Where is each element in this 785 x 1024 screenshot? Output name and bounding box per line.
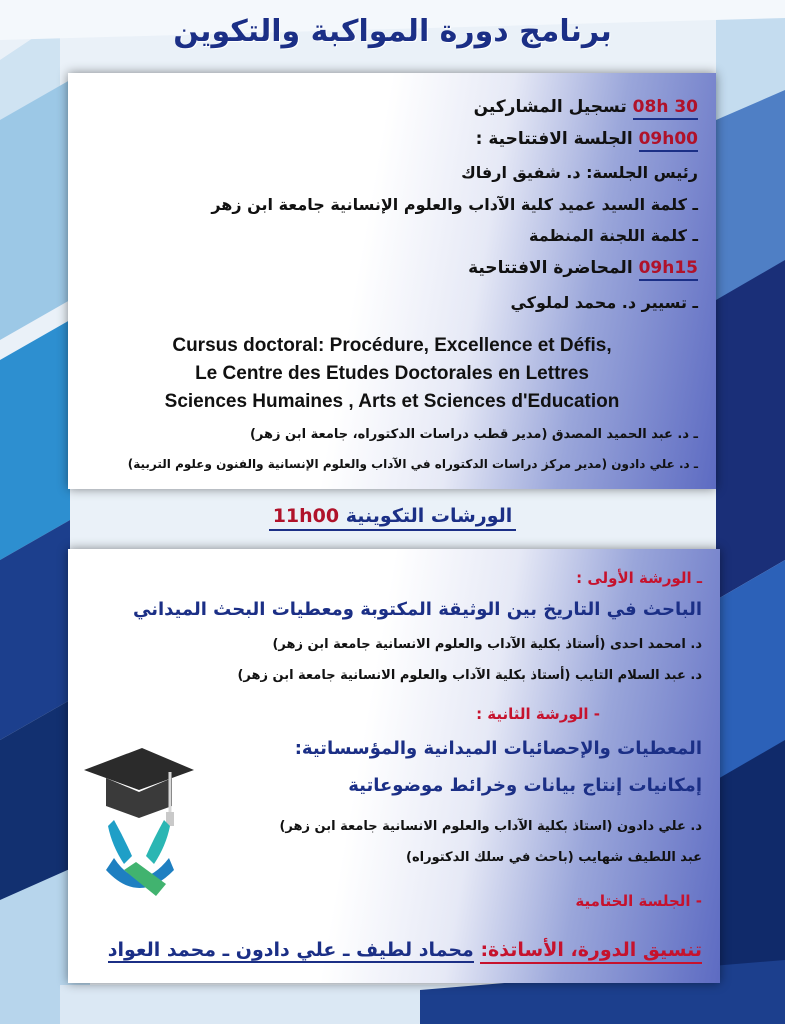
lecture-time: 09h15 (639, 258, 698, 281)
speaker-1: ـ د. عبد الحميد المصدق (مدير قطب دراسات الدكتوراه، جامعة ابن زهر) (249, 427, 698, 442)
workshop-2-label: - الورشة الثانية : (476, 705, 600, 723)
graduation-cap-hands-logo (84, 746, 194, 896)
registration-time: 08h 30 (633, 97, 698, 120)
workshops-banner (0, 505, 785, 527)
lecture-label: المحاضرة الافتتاحية (468, 258, 633, 278)
dean-speech: ـ كلمة السيد عميد كلية الآداب والعلوم الإنسانية جامعة ابن زهر (211, 195, 698, 214)
workshop-1-speaker-1: د. امحمد احدى (أستاذ بكلية الآداب والعلوم الانسانية جامعة ابن زهر) (272, 637, 702, 652)
coordination-line (108, 939, 702, 961)
workshop-2-speaker-2: عبد اللطيف شهايب (باحث في سلك الدكتوراه) (406, 850, 702, 865)
workshop-1-title: الباحث في التاريخ بين الوثيقة المكتوبة ومعطيات البحث الميداني (133, 599, 702, 620)
speaker-2: ـ د. علي دادون (مدير مركز دراسات الدكتوراه في الآداب والعلوم الإنسانية والفنون وعلوم التربية) (127, 457, 698, 471)
opening-session-card (68, 73, 716, 489)
workshop-2-title-1: المعطيات والإحصائيات الميدانية والمؤسساتية: (294, 738, 702, 759)
opening-label: الجلسة الافتتاحية : (475, 129, 633, 149)
opening-time: 09h00 (639, 129, 698, 152)
lecture-title-line-2: Le Centre des Etudes Doctorales en Lettres (195, 363, 589, 384)
workshops-time: 11h00 (272, 505, 340, 527)
coordination-label: تنسيق الدورة، الأساتذة: (480, 939, 702, 964)
closing-session-label: - الجلسة الختامية (575, 892, 702, 910)
coordination-names: محماد لطيف ـ علي دادون ـ محمد العواد (107, 939, 474, 961)
session-chair: رئيس الجلسة: د. شفيق ارفاك (461, 163, 698, 182)
workshop-2-speaker-1: د. علي دادون (استاذ بكلية الآداب والعلوم الانسانية جامعة ابن زهر) (279, 819, 702, 834)
lecture-line (468, 258, 698, 281)
registration-label: تسجيل المشاركين (473, 97, 627, 117)
committee-speech: ـ كلمة اللجنة المنظمة (529, 226, 698, 245)
lecture-title-line-1: Cursus doctoral: Procédure, Excellence et Défis, (172, 335, 612, 356)
workshop-1-label: ـ الورشة الأولى : (576, 569, 702, 587)
opening-line (476, 129, 698, 152)
page-title: برنامج دورة المواكبة والتكوين (173, 14, 612, 49)
workshop-2-title-2: إمكانيات إنتاج بيانات وخرائط موضوعاتية (348, 775, 702, 796)
registration-line (474, 97, 698, 120)
workshop-1-speaker-2: د. عبد السلام التايب (أستاذ بكلية الآداب والعلوم الانسانية جامعة ابن زهر) (237, 668, 702, 683)
workshops-label: الورشات التكوينية (345, 505, 513, 527)
lecture-title-line-3: Sciences Humaines , Arts et Sciences d'Education (164, 391, 620, 412)
lecture-moderator: ـ تسيير د. محمد لملوكي (510, 293, 698, 312)
